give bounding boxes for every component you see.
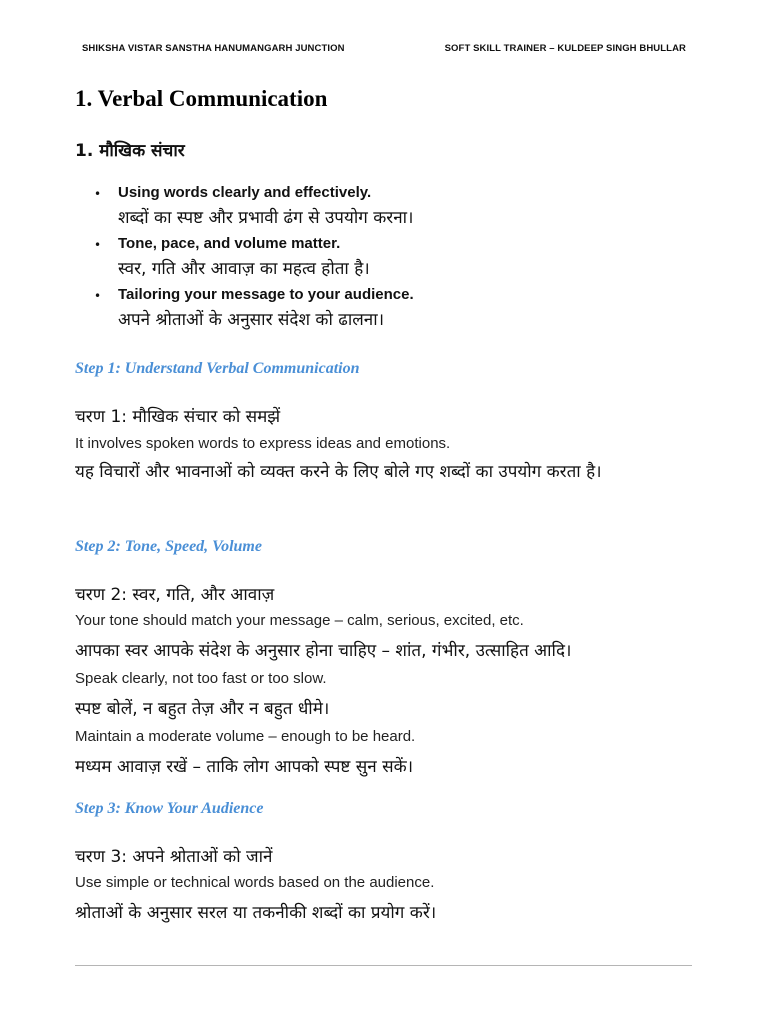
step2-hindi-line: आपका स्वर आपके संदेश के अनुसार होना चाहिए – शांत, गंभीर, उत्साहित आदि। bbox=[75, 641, 572, 661]
point-english: Tailoring your message to your audience. bbox=[118, 286, 414, 303]
step3-hindi-heading: चरण 3: अपने श्रोताओं को जानें bbox=[75, 847, 273, 867]
page-header bbox=[82, 43, 686, 57]
step2-hindi-heading: चरण 2: स्वर, गति, और आवाज़ bbox=[75, 585, 275, 605]
bullet-icon: • bbox=[94, 238, 102, 252]
bullet-icon: • bbox=[94, 289, 102, 303]
list-item bbox=[92, 235, 712, 286]
step1-english-text: It involves spoken words to express ideas and emotions. bbox=[75, 435, 451, 452]
step2-english-line: Maintain a moderate volume – enough to be heard. bbox=[75, 728, 416, 745]
list-item bbox=[92, 184, 712, 235]
list-item bbox=[92, 286, 712, 337]
point-english: Using words clearly and effectively. bbox=[118, 184, 372, 201]
step2-hindi-line: मध्यम आवाज़ रखें – ताकि लोग आपको स्पष्ट सुन सकें। bbox=[75, 757, 414, 777]
step2-hindi-line: स्पष्ट बोलें, न बहुत तेज़ और न बहुत धीमे। bbox=[75, 699, 330, 719]
point-hindi: स्वर, गति और आवाज़ का महत्व होता है। bbox=[118, 259, 370, 279]
bullet-icon: • bbox=[94, 187, 102, 201]
hindi-title: 1. मौखिक संचार bbox=[75, 141, 185, 161]
key-points-list bbox=[92, 184, 712, 337]
step2-heading: Step 2: Tone, Speed, Volume bbox=[75, 538, 262, 555]
footer-divider bbox=[75, 965, 692, 966]
step2-english-line: Your tone should match your message – calm, serious, excited, etc. bbox=[75, 612, 524, 629]
point-hindi: शब्दों का स्पष्ट और प्रभावी ढंग से उपयोग करना। bbox=[118, 208, 414, 228]
point-english: Tone, pace, and volume matter. bbox=[118, 235, 341, 252]
step3-hindi-text: श्रोताओं के अनुसार सरल या तकनीकी शब्दों का प्रयोग करें। bbox=[75, 903, 437, 923]
header-institute: SHIKSHA VISTAR SANSTHA HANUMANGARH JUNCTION bbox=[82, 43, 345, 54]
header-trainer: SOFT SKILL TRAINER – KULDEEP SINGH BHULLAR bbox=[444, 43, 686, 54]
step3-english-text: Use simple or technical words based on the audience. bbox=[75, 874, 435, 891]
step3-heading: Step 3: Know Your Audience bbox=[75, 800, 264, 817]
step1-heading: Step 1: Understand Verbal Communication bbox=[75, 360, 360, 377]
page-title: 1. Verbal Communication bbox=[75, 86, 328, 111]
step1-hindi-heading: चरण 1: मौखिक संचार को समझें bbox=[75, 407, 281, 427]
step1-hindi-text: यह विचारों और भावनाओं को व्यक्त करने के लिए बोले गए शब्दों का उपयोग करता है। bbox=[75, 462, 602, 482]
step2-english-line: Speak clearly, not too fast or too slow. bbox=[75, 670, 327, 687]
point-hindi: अपने श्रोताओं के अनुसार संदेश को ढालना। bbox=[118, 310, 385, 330]
